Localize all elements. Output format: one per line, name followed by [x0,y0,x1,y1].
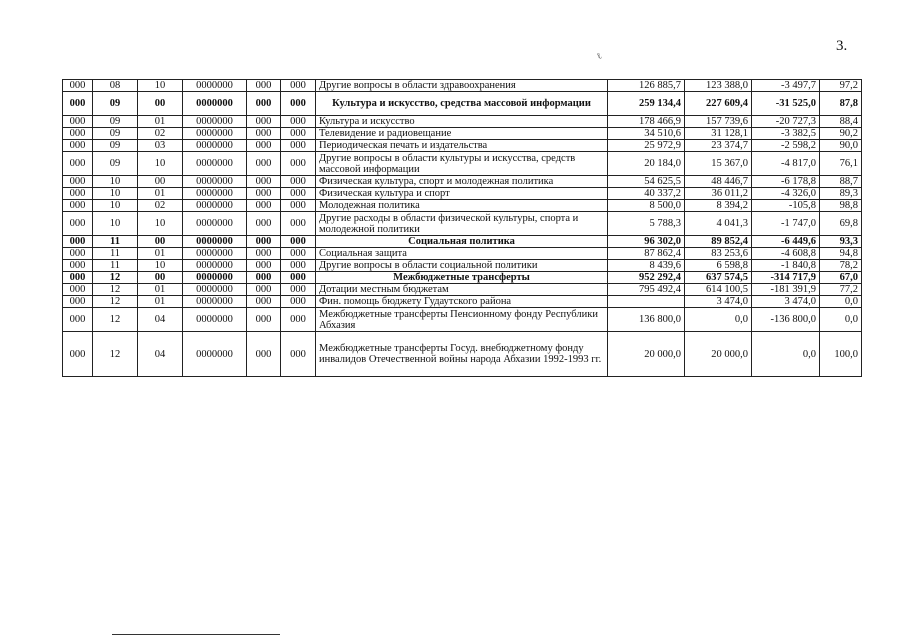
subsection-code-cell: 02 [138,200,183,212]
description-cell: Межбюджетные трансферты Пенсионному фонду Республики Абхазия [316,308,608,332]
fund-code-cell: 000 [63,236,93,248]
table-row [63,200,862,212]
target-code-cell: 0000000 [183,236,247,248]
economic-code-cell: 000 [281,200,316,212]
economic-code-cell: 000 [281,80,316,92]
section-code-cell: 12 [93,272,138,284]
target-code-cell: 0000000 [183,332,247,377]
deviation-cell: -136 800,0 [752,308,820,332]
pen-tick-mark: ℓ [594,50,604,62]
actual-amount-cell: 31 128,1 [685,128,752,140]
subsection-code-cell: 00 [138,272,183,284]
table-row [63,332,862,377]
table-row [63,296,862,308]
percent-cell: 69,8 [820,212,862,236]
description-cell: Другие расходы в области физической культуры, спорта и молодежной политики [316,212,608,236]
fund-code-cell: 000 [63,212,93,236]
table-row [63,188,862,200]
deviation-cell: -3 382,5 [752,128,820,140]
expense-type-code-cell: 000 [247,284,281,296]
percent-cell: 94,8 [820,248,862,260]
actual-amount-cell: 23 374,7 [685,140,752,152]
description-cell: Молодежная политика [316,200,608,212]
subsection-code-cell: 01 [138,284,183,296]
actual-amount-cell: 3 474,0 [685,296,752,308]
section-code-cell: 11 [93,236,138,248]
subsection-code-cell: 00 [138,236,183,248]
subsection-code-cell: 01 [138,116,183,128]
section-code-cell: 10 [93,176,138,188]
description-cell: Социальная защита [316,248,608,260]
expense-type-code-cell: 000 [247,248,281,260]
target-code-cell: 0000000 [183,308,247,332]
subsection-code-cell: 04 [138,308,183,332]
deviation-cell: -2 598,2 [752,140,820,152]
footer-rule [112,634,280,635]
actual-amount-cell: 89 852,4 [685,236,752,248]
planned-amount-cell: 952 292,4 [608,272,685,284]
fund-code-cell: 000 [63,128,93,140]
description-cell: Другие вопросы в области здравоохранения [316,80,608,92]
page-number: 3. [836,38,848,54]
section-code-cell: 10 [93,212,138,236]
actual-amount-cell: 6 598,8 [685,260,752,272]
subsection-code-cell: 10 [138,260,183,272]
target-code-cell: 0000000 [183,116,247,128]
section-code-cell: 09 [93,152,138,176]
target-code-cell: 0000000 [183,296,247,308]
planned-amount-cell: 8 500,0 [608,200,685,212]
percent-cell: 89,3 [820,188,862,200]
percent-cell: 97,2 [820,80,862,92]
target-code-cell: 0000000 [183,284,247,296]
fund-code-cell: 000 [63,248,93,260]
planned-amount-cell: 25 972,9 [608,140,685,152]
subsection-code-cell: 00 [138,176,183,188]
actual-amount-cell: 227 609,4 [685,92,752,116]
deviation-cell: -1 840,8 [752,260,820,272]
description-cell: Социальная политика [316,236,608,248]
section-code-cell: 12 [93,332,138,377]
target-code-cell: 0000000 [183,188,247,200]
fund-code-cell: 000 [63,284,93,296]
planned-amount-cell: 20 184,0 [608,152,685,176]
economic-code-cell: 000 [281,176,316,188]
target-code-cell: 0000000 [183,176,247,188]
description-cell: Физическая культура, спорт и молодежная политика [316,176,608,188]
percent-cell: 88,7 [820,176,862,188]
target-code-cell: 0000000 [183,248,247,260]
subsection-code-cell: 10 [138,152,183,176]
target-code-cell: 0000000 [183,272,247,284]
fund-code-cell: 000 [63,140,93,152]
actual-amount-cell: 20 000,0 [685,332,752,377]
economic-code-cell: 000 [281,212,316,236]
deviation-cell: -105,8 [752,200,820,212]
planned-amount-cell: 34 510,6 [608,128,685,140]
table-row [63,236,862,248]
planned-amount-cell [608,296,685,308]
fund-code-cell: 000 [63,188,93,200]
percent-cell: 77,2 [820,284,862,296]
deviation-cell: -6 449,6 [752,236,820,248]
section-code-cell: 12 [93,296,138,308]
planned-amount-cell: 40 337,2 [608,188,685,200]
target-code-cell: 0000000 [183,140,247,152]
percent-cell: 98,8 [820,200,862,212]
table-row [63,212,862,236]
description-cell: Культура и искусство [316,116,608,128]
subsection-code-cell: 04 [138,332,183,377]
economic-code-cell: 000 [281,116,316,128]
planned-amount-cell: 795 492,4 [608,284,685,296]
target-code-cell: 0000000 [183,80,247,92]
economic-code-cell: 000 [281,152,316,176]
section-code-cell: 10 [93,200,138,212]
expense-type-code-cell: 000 [247,236,281,248]
economic-code-cell: 000 [281,128,316,140]
fund-code-cell: 000 [63,296,93,308]
actual-amount-cell: 83 253,6 [685,248,752,260]
planned-amount-cell: 259 134,4 [608,92,685,116]
description-cell: Фин. помощь бюджету Гудаутского района [316,296,608,308]
planned-amount-cell: 136 800,0 [608,308,685,332]
table-row [63,248,862,260]
description-cell: Физическая культура и спорт [316,188,608,200]
subsection-code-cell: 02 [138,128,183,140]
description-cell: Межбюджетные трансферты Госуд. внебюджетному фонду инвалидов Отечественной войны народа Абхазии 1992-1993 гг. [316,332,608,377]
table-row [63,308,862,332]
expense-type-code-cell: 000 [247,188,281,200]
economic-code-cell: 000 [281,260,316,272]
table-row [63,92,862,116]
section-code-cell: 10 [93,188,138,200]
table-row [63,140,862,152]
percent-cell: 67,0 [820,272,862,284]
expense-type-code-cell: 000 [247,296,281,308]
expense-type-code-cell: 000 [247,212,281,236]
target-code-cell: 0000000 [183,128,247,140]
expense-type-code-cell: 000 [247,80,281,92]
deviation-cell: -6 178,8 [752,176,820,188]
table-row [63,80,862,92]
actual-amount-cell: 123 388,0 [685,80,752,92]
planned-amount-cell: 8 439,6 [608,260,685,272]
expense-type-code-cell: 000 [247,200,281,212]
economic-code-cell: 000 [281,272,316,284]
fund-code-cell: 000 [63,272,93,284]
expense-type-code-cell: 000 [247,332,281,377]
expense-type-code-cell: 000 [247,176,281,188]
actual-amount-cell: 36 011,2 [685,188,752,200]
subsection-code-cell: 00 [138,92,183,116]
economic-code-cell: 000 [281,188,316,200]
expense-type-code-cell: 000 [247,260,281,272]
economic-code-cell: 000 [281,296,316,308]
expense-type-code-cell: 000 [247,272,281,284]
percent-cell: 78,2 [820,260,862,272]
percent-cell: 0,0 [820,308,862,332]
fund-code-cell: 000 [63,116,93,128]
subsection-code-cell: 01 [138,188,183,200]
fund-code-cell: 000 [63,176,93,188]
fund-code-cell: 000 [63,308,93,332]
budget-table-body [63,80,862,377]
table-row [63,176,862,188]
fund-code-cell: 000 [63,92,93,116]
deviation-cell: 3 474,0 [752,296,820,308]
description-cell: Культура и искусство, средства массовой информации [316,92,608,116]
percent-cell: 90,2 [820,128,862,140]
percent-cell: 87,8 [820,92,862,116]
target-code-cell: 0000000 [183,212,247,236]
percent-cell: 100,0 [820,332,862,377]
economic-code-cell: 000 [281,308,316,332]
fund-code-cell: 000 [63,80,93,92]
economic-code-cell: 000 [281,236,316,248]
table-row [63,152,862,176]
description-cell: Другие вопросы в области социальной политики [316,260,608,272]
section-code-cell: 11 [93,260,138,272]
actual-amount-cell: 0,0 [685,308,752,332]
planned-amount-cell: 20 000,0 [608,332,685,377]
section-code-cell: 09 [93,92,138,116]
section-code-cell: 09 [93,128,138,140]
actual-amount-cell: 48 446,7 [685,176,752,188]
expense-type-code-cell: 000 [247,92,281,116]
subsection-code-cell: 01 [138,296,183,308]
expense-type-code-cell: 000 [247,116,281,128]
description-cell: Телевидение и радиовещание [316,128,608,140]
planned-amount-cell: 87 862,4 [608,248,685,260]
percent-cell: 88,4 [820,116,862,128]
expense-type-code-cell: 000 [247,128,281,140]
subsection-code-cell: 01 [138,248,183,260]
fund-code-cell: 000 [63,152,93,176]
target-code-cell: 0000000 [183,92,247,116]
actual-amount-cell: 8 394,2 [685,200,752,212]
deviation-cell: -31 525,0 [752,92,820,116]
fund-code-cell: 000 [63,332,93,377]
actual-amount-cell: 4 041,3 [685,212,752,236]
description-cell: Дотации местным бюджетам [316,284,608,296]
economic-code-cell: 000 [281,92,316,116]
table-row [63,272,862,284]
budget-table [62,79,862,377]
section-code-cell: 09 [93,140,138,152]
percent-cell: 76,1 [820,152,862,176]
deviation-cell: -4 817,0 [752,152,820,176]
section-code-cell: 09 [93,116,138,128]
economic-code-cell: 000 [281,332,316,377]
target-code-cell: 0000000 [183,152,247,176]
description-cell: Другие вопросы в области культуры и искусства, средств массовой информации [316,152,608,176]
deviation-cell: -1 747,0 [752,212,820,236]
subsection-code-cell: 10 [138,212,183,236]
planned-amount-cell: 178 466,9 [608,116,685,128]
economic-code-cell: 000 [281,284,316,296]
description-cell: Межбюджетные трансферты [316,272,608,284]
description-cell: Периодическая печать и издательства [316,140,608,152]
deviation-cell: -20 727,3 [752,116,820,128]
target-code-cell: 0000000 [183,260,247,272]
planned-amount-cell: 54 625,5 [608,176,685,188]
actual-amount-cell: 614 100,5 [685,284,752,296]
deviation-cell: -3 497,7 [752,80,820,92]
actual-amount-cell: 15 367,0 [685,152,752,176]
actual-amount-cell: 637 574,5 [685,272,752,284]
expense-type-code-cell: 000 [247,308,281,332]
expense-type-code-cell: 000 [247,140,281,152]
section-code-cell: 11 [93,248,138,260]
deviation-cell: -314 717,9 [752,272,820,284]
fund-code-cell: 000 [63,200,93,212]
economic-code-cell: 000 [281,140,316,152]
percent-cell: 93,3 [820,236,862,248]
expense-type-code-cell: 000 [247,152,281,176]
percent-cell: 90,0 [820,140,862,152]
table-row [63,116,862,128]
percent-cell: 0,0 [820,296,862,308]
deviation-cell: -4 326,0 [752,188,820,200]
target-code-cell: 0000000 [183,200,247,212]
planned-amount-cell: 96 302,0 [608,236,685,248]
actual-amount-cell: 157 739,6 [685,116,752,128]
deviation-cell: -4 608,8 [752,248,820,260]
economic-code-cell: 000 [281,248,316,260]
subsection-code-cell: 03 [138,140,183,152]
fund-code-cell: 000 [63,260,93,272]
section-code-cell: 08 [93,80,138,92]
section-code-cell: 12 [93,284,138,296]
deviation-cell: 0,0 [752,332,820,377]
section-code-cell: 12 [93,308,138,332]
planned-amount-cell: 5 788,3 [608,212,685,236]
deviation-cell: -181 391,9 [752,284,820,296]
table-row [63,260,862,272]
table-row [63,128,862,140]
planned-amount-cell: 126 885,7 [608,80,685,92]
table-row [63,284,862,296]
subsection-code-cell: 10 [138,80,183,92]
